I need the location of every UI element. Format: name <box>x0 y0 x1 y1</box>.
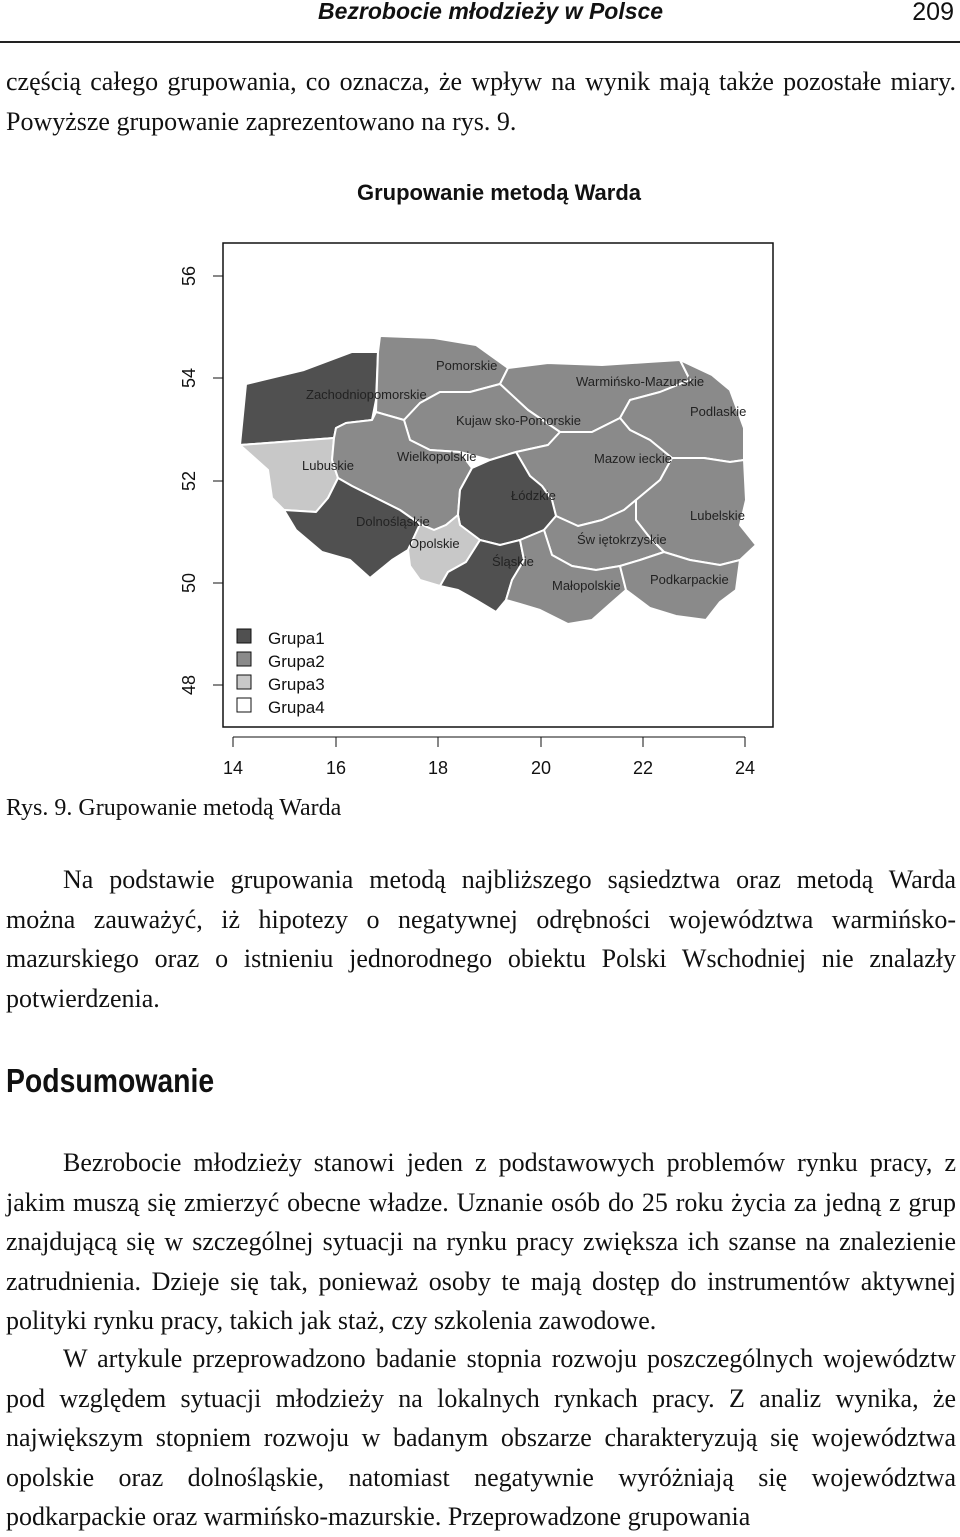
page-number: 209 <box>912 0 954 26</box>
x-axis <box>223 737 755 778</box>
region-label: Opolskie <box>409 536 460 551</box>
figure-caption: Rys. 9. Grupowanie metodą Warda <box>6 795 342 821</box>
region-label: Warmińsko-Mazurskie <box>576 374 705 389</box>
region-label: Kujaw sko-Pomorskie <box>456 413 581 428</box>
region-label: Zachodniopomorskie <box>306 387 427 402</box>
y-tick-label: 54 <box>179 367 199 389</box>
region-label: Św iętokrzyskie <box>577 532 667 547</box>
legend-label: Grupa4 <box>268 698 325 717</box>
x-tick-label: 16 <box>325 758 347 778</box>
region-label: Wielkopolskie <box>397 449 477 464</box>
legend-swatch <box>237 675 251 689</box>
y-axis <box>179 266 223 695</box>
legend-swatch <box>237 629 251 643</box>
region-label: Podlaskie <box>690 404 747 419</box>
region-label: Mazow ieckie <box>594 451 673 466</box>
legend-label: Grupa2 <box>268 652 325 671</box>
running-title: Bezrobocie młodzieży w Polsce <box>318 0 664 24</box>
section-heading: Podsumowanie <box>6 1062 215 1099</box>
legend-label: Grupa1 <box>268 629 325 648</box>
legend-swatch <box>237 698 251 712</box>
region-label: Dolnośląskie <box>356 514 430 529</box>
y-tick-label: 50 <box>179 572 199 594</box>
y-tick-label: 48 <box>179 674 199 696</box>
summary-paragraph-1: Bezrobocie młodzieży stanowi jeden z podstawowych problemów rynku pracy, z jakim muszą się zmierzyć obecne władze. Uznanie osób do 25 roku życia za jedną z grup znajdującą się w szczególnej sytuacji na rynku pracy zwiększa ich szanse na znalezienie zatrudnienia. Dzieje się tak, ponieważ osoby te mają dostęp do instrumentów aktywnej polityki rynku pracy, takich jak staż, czy szkolenia zawodowe. <box>6 1148 956 1335</box>
summary-paragraph-2: W artykule przeprowadzono badanie stopnia rozwoju poszczególnych województw pod względem sytuacji młodzieży na lokalnych rynkach pracy. Z analiz wynika, że największym stopniem rozwoju w badanym obszarze charakteryzują się województwa opolskie oraz dolnośląskie, natomiast negatywnie wyróżniają się województwa podkarpackie oraz warmińsko-mazurskie. Przeprowadzone grupowania <box>6 1344 956 1531</box>
region-label: Małopolskie <box>552 578 621 593</box>
region-label: Lubelskie <box>690 508 745 523</box>
legend-swatch <box>237 652 251 666</box>
legend-label: Grupa3 <box>268 675 325 694</box>
y-tick-label: 52 <box>179 470 199 492</box>
region-label: Lubuskie <box>302 458 355 473</box>
figure-title: Grupowanie metodą Warda <box>356 180 641 205</box>
region-label: Podkarpackie <box>650 572 729 587</box>
x-tick-label: 14 <box>222 758 244 778</box>
region-label: Pomorskie <box>436 358 498 373</box>
x-tick-label: 24 <box>734 758 756 778</box>
x-tick-label: 18 <box>427 758 449 778</box>
y-tick-label: 56 <box>179 265 199 287</box>
region-lubuskie <box>240 438 338 512</box>
paragraph-after-figure: Na podstawie grupowania metodą najbliższego sąsiedztwa oraz metodą Warda można zauważyć, iż hipotezy o negatywnej odrębności województwa warmińsko-mazurskiego oraz o istnieniu jednorodnego obiektu Polski Wschodniej nie znalazły potwierdzenia. <box>6 865 956 1013</box>
x-tick-label: 20 <box>530 758 552 778</box>
region-label: Śląskie <box>492 554 534 569</box>
x-tick-label: 22 <box>632 758 654 778</box>
intro-paragraph: częścią całego grupowania, co oznacza, że wpływ na wynik mają także pozostałe miary. Powyższe grupowanie zaprezentowano na rys. 9. <box>6 67 956 136</box>
legend <box>237 629 325 717</box>
region-label: Łódzkie <box>511 488 556 503</box>
